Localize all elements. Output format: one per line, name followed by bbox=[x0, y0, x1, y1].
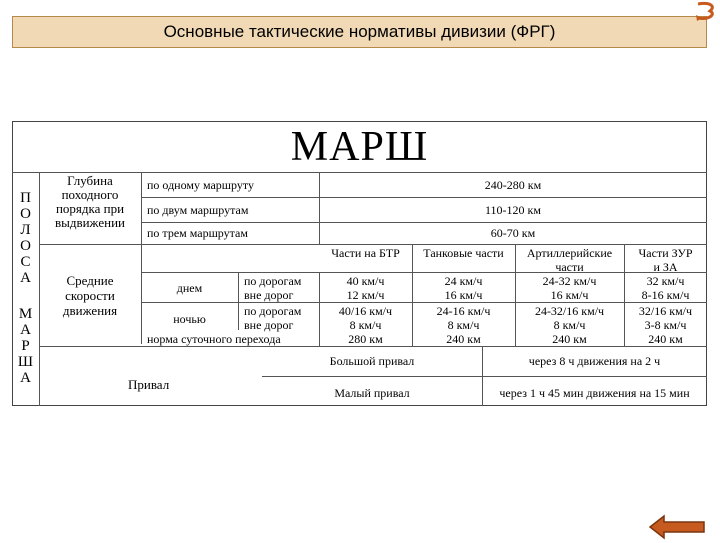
big-halt-value: через 8 ч движения на 2 ч bbox=[528, 354, 661, 368]
small-halt-value: через 1 ч 45 мин движения на 15 мин bbox=[499, 386, 690, 400]
speed-value: 24-32 км/ч bbox=[542, 274, 597, 288]
speed-value: 8 км/ч bbox=[447, 318, 480, 332]
speed-value: 24-32/16 км/ч bbox=[534, 304, 605, 318]
road-label: по дорогам bbox=[244, 304, 302, 318]
title-bar bbox=[12, 16, 707, 48]
speed-value: 16 км/ч bbox=[444, 288, 483, 302]
road-label: по дорогам bbox=[244, 274, 302, 288]
grid-line bbox=[262, 376, 707, 377]
daily-norm-value: 240 км bbox=[648, 332, 683, 346]
halt-label: Привал bbox=[128, 377, 170, 392]
speeds-label: Средние скорости движения bbox=[62, 273, 118, 318]
depth-row-label: по двум маршрутам bbox=[147, 203, 249, 217]
speed-value: 24-16 км/ч bbox=[436, 304, 491, 318]
unit-header: Танковые части bbox=[423, 246, 504, 260]
grid-line bbox=[39, 346, 707, 347]
unit-header: Части ЗУР и ЗА bbox=[638, 246, 693, 274]
speed-value: 32/16 км/ч bbox=[638, 304, 693, 318]
daily-norm-label: норма суточного перехода bbox=[147, 332, 281, 346]
depth-row-value: 60-70 км bbox=[490, 226, 536, 240]
depth-row-label: по одному маршруту bbox=[147, 178, 254, 192]
return-arrow-icon[interactable] bbox=[692, 0, 720, 22]
offroad-label: вне дорог bbox=[244, 318, 294, 332]
back-arrow-icon bbox=[648, 514, 708, 540]
speed-value: 3-8 км/ч bbox=[644, 318, 687, 332]
grid-line bbox=[141, 302, 707, 303]
depth-row-label: по трем маршрутам bbox=[147, 226, 248, 240]
small-halt-label: Малый привал bbox=[334, 386, 410, 400]
depth-row-value: 240-280 км bbox=[484, 178, 542, 192]
speed-value: 40 км/ч bbox=[346, 274, 385, 288]
grid-line bbox=[141, 197, 707, 198]
daily-norm-value: 240 км bbox=[552, 332, 587, 346]
speed-value: 8-16 км/ч bbox=[641, 288, 690, 302]
speed-value: 32 км/ч bbox=[646, 274, 685, 288]
speed-value: 8 км/ч bbox=[553, 318, 586, 332]
day-label: днем bbox=[176, 281, 203, 295]
side-label-marsha: М А Р Ш А bbox=[17, 306, 34, 386]
speed-value: 8 км/ч bbox=[349, 318, 382, 332]
daily-norm-value: 240 км bbox=[446, 332, 481, 346]
grid-line bbox=[238, 272, 239, 330]
night-label: ночью bbox=[173, 312, 206, 326]
speed-value: 16 км/ч bbox=[550, 288, 589, 302]
side-label-polosa: П О Л О С А bbox=[20, 190, 31, 286]
big-halt-label: Большой привал bbox=[329, 354, 415, 368]
depth-label: Глубина походного порядка при выдвижении bbox=[54, 173, 126, 230]
unit-header: Артиллерийские части bbox=[526, 246, 613, 274]
unit-header: Части на БТР bbox=[331, 246, 400, 260]
speed-value: 12 км/ч bbox=[346, 288, 385, 302]
grid-line bbox=[12, 172, 707, 173]
grid-line bbox=[39, 244, 707, 245]
daily-norm-value: 280 км bbox=[348, 332, 383, 346]
speed-value: 24 км/ч bbox=[444, 274, 483, 288]
depth-row-value: 110-120 км bbox=[485, 203, 541, 217]
page-title: Основные тактические нормативы дивизии (ФРГ) bbox=[163, 22, 556, 41]
table-heading: МАРШ bbox=[290, 124, 429, 170]
offroad-label: вне дорог bbox=[244, 288, 294, 302]
back-button[interactable] bbox=[648, 514, 708, 540]
speed-value: 40/16 км/ч bbox=[338, 304, 393, 318]
grid-line bbox=[141, 222, 707, 223]
